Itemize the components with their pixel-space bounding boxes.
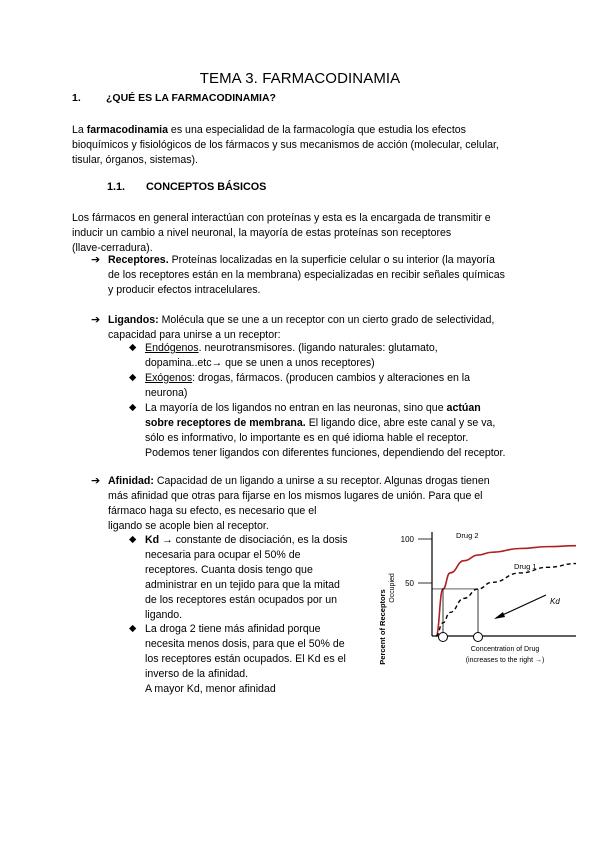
section-1-1-title: CONCEPTOS BÁSICOS — [146, 181, 267, 193]
diamond-bullet-icon: ◆ — [129, 534, 137, 545]
ligandos-exogenos — [145, 371, 470, 401]
concepts-line-3: (llave-cerradura). — [72, 242, 153, 254]
chart-series-drug-2 — [436, 546, 576, 636]
chart-ylabel-line-1: Percent of Receptors — [378, 589, 387, 665]
chart-ylabel-line-2: Occupied — [389, 573, 396, 603]
exogenos-line-2: neurona) — [145, 387, 188, 399]
intro-paragraph — [72, 123, 499, 168]
droga2-line-3: los receptores están ocupados. El Kd es el — [145, 653, 346, 665]
droga2-line-4: inverso de la afinidad. — [145, 668, 249, 680]
endogenos-line-2: dopamina..etc→ que se unen a unos receptores) — [145, 357, 375, 369]
chart-xlabel-line-2: (increases to the right →) — [465, 657, 545, 664]
exogenos-term: Exógenos — [145, 372, 193, 384]
afinidad-line-1-text: Capacidad de un ligando a unirse a su receptor. Algunas drogas tienen — [153, 475, 490, 487]
receptores-term: Receptores. — [108, 254, 169, 266]
afinidad-term: Afinidad: — [108, 475, 154, 487]
membrana-bold-1: actúan — [446, 402, 481, 414]
intro-line-1-text: es una especialidad de la farmacología que estudia los efectos — [167, 124, 466, 136]
membrana-line-1-text: La mayoría de los ligandos no entran en las neuronas, sino que — [145, 402, 447, 414]
exogenos-line-1-text: : drogas, fármacos. (producen cambios y alteraciones en la — [192, 372, 471, 384]
receptores-line-1-text: Proteínas localizadas en la superficie celular o su interior (la mayoría — [168, 254, 495, 266]
droga2-line-5: A mayor Kd, menor afinidad — [145, 683, 276, 695]
membrana-bold-2: sobre receptores de membrana. — [145, 417, 306, 429]
receptores-line-3: y producir efectos intracelulares. — [108, 284, 261, 296]
endogenos-line-1-text: . neurotransmisores. (ligando naturales: glutamato, — [198, 342, 438, 354]
ligandos-line-1 — [108, 313, 494, 328]
membrana-line-2-text: El ligando dice, abre este canal y se va, — [305, 417, 496, 429]
membrana-line-3: sólo es informativo, lo importante es en qué idioma hable el receptor. — [145, 432, 469, 444]
kd-line-5: de los receptores están ocupados por un — [145, 594, 337, 606]
membrana-line-1 — [145, 401, 505, 416]
section-1-1-heading — [107, 181, 266, 193]
chart-label-drug-1: Drug 1 — [514, 562, 537, 571]
chart-ytick-50: 50 — [405, 579, 414, 588]
intro-line-1 — [72, 123, 499, 138]
droga2-line-2: necesita menos dosis, para que el 50% de — [145, 638, 345, 650]
diamond-bullet-icon: ◆ — [129, 372, 137, 383]
afinidad-line-1 — [108, 474, 490, 489]
receptores-line-2: de los receptores están en la membrana) especializadas en recibir señales químicas — [108, 269, 505, 281]
kd-line-1 — [145, 533, 348, 548]
chart-xlabel-line-1: Concentration of Drug — [470, 646, 540, 653]
intro-line-2: bioquímicos y fisiológicos de los fármacos y sus mecanismos de acción (molecular, celular, — [72, 139, 499, 151]
chart-kd-annotation: Kd — [550, 597, 560, 606]
droga2-line-1: La droga 2 tiene más afinidad porque — [145, 623, 321, 635]
kd-line-4: administrar en un tejido para que la mitad — [145, 579, 340, 591]
afinidad-line-4: ligando se acople bien al receptor. — [108, 520, 269, 532]
chart-kd-drug-2-marker — [439, 633, 448, 642]
intro-term: farmacodinamia — [86, 124, 168, 136]
arrow-bullet-icon: ➔ — [91, 314, 101, 326]
section-1-title: ¿QUÉ ES LA FARMACODINAMIA? — [106, 92, 276, 104]
droga2-block — [145, 622, 346, 697]
chart-series-layer — [432, 546, 576, 642]
receptores-line-1 — [108, 253, 505, 268]
diamond-bullet-icon: ◆ — [129, 402, 137, 413]
membrana-line-2 — [145, 416, 505, 431]
intro-line-3: tisular, órganos, sistemas). — [72, 154, 198, 166]
concepts-line-1: Los fármacos en general interactúan con proteínas y esta es la encargada de transmitir e — [72, 212, 491, 224]
kd-line-6: ligando. — [145, 609, 183, 621]
endogenos-line-1 — [145, 341, 438, 356]
section-1-heading — [72, 92, 276, 104]
chart-ytick-100: 100 — [400, 535, 414, 544]
arrow-bullet-icon: ➔ — [91, 475, 101, 487]
afinidad-line-2: más afinidad que otras para fijarse en los mismos lugares de unión. Para que el — [108, 490, 483, 502]
ligandos-block — [108, 313, 494, 343]
section-1-number: 1. — [72, 92, 81, 104]
ligandos-term: Ligandos: — [108, 314, 159, 326]
ligandos-endogenos — [145, 341, 438, 371]
intro-pre: La — [72, 124, 87, 136]
receptores-block — [108, 253, 505, 298]
kd-term: Kd — [145, 534, 160, 546]
section-1-1-number: 1.1. — [107, 181, 126, 193]
ligandos-line-2: capacidad para unirse a un receptor: — [108, 329, 281, 341]
chart-kd-drug-1-marker — [474, 633, 483, 642]
kd-line-2: necesaria para ocupar el 50% de — [145, 549, 301, 561]
exogenos-line-1 — [145, 371, 470, 386]
arrow-bullet-icon: ➔ — [91, 254, 101, 266]
diamond-bullet-icon: ◆ — [129, 623, 137, 634]
concepts-intro-paragraph — [72, 211, 491, 256]
kd-line-1-text: → constante de disociación, es la dosis — [159, 534, 348, 546]
kd-block — [145, 533, 348, 623]
ligandos-line-1-text: Molécula que se une a un receptor con un cierto grado de selectividad, — [158, 314, 495, 326]
membrana-line-4: Podemos tener ligandos con diferentes funciones, dependiendo del receptor. — [145, 447, 506, 459]
diamond-bullet-icon: ◆ — [129, 342, 137, 353]
afinidad-line-3: fármaco haga su efecto, es necesario que el — [108, 505, 317, 517]
chart-label-drug-2: Drug 2 — [456, 531, 479, 540]
kd-line-3: receptores. Cuanta dosis tengo que — [145, 564, 313, 576]
ligandos-membrana — [145, 401, 505, 461]
chart-kd-arrowhead — [494, 612, 505, 619]
endogenos-term: Endógenos — [145, 342, 199, 354]
page-title: TEMA 3. FARMACODINAMIA — [199, 70, 401, 87]
receptor-occupancy-chart — [368, 522, 590, 672]
concepts-line-2: inducir un cambio a nivel neuronal, la mayoría de estas proteínas son receptores — [72, 227, 452, 239]
